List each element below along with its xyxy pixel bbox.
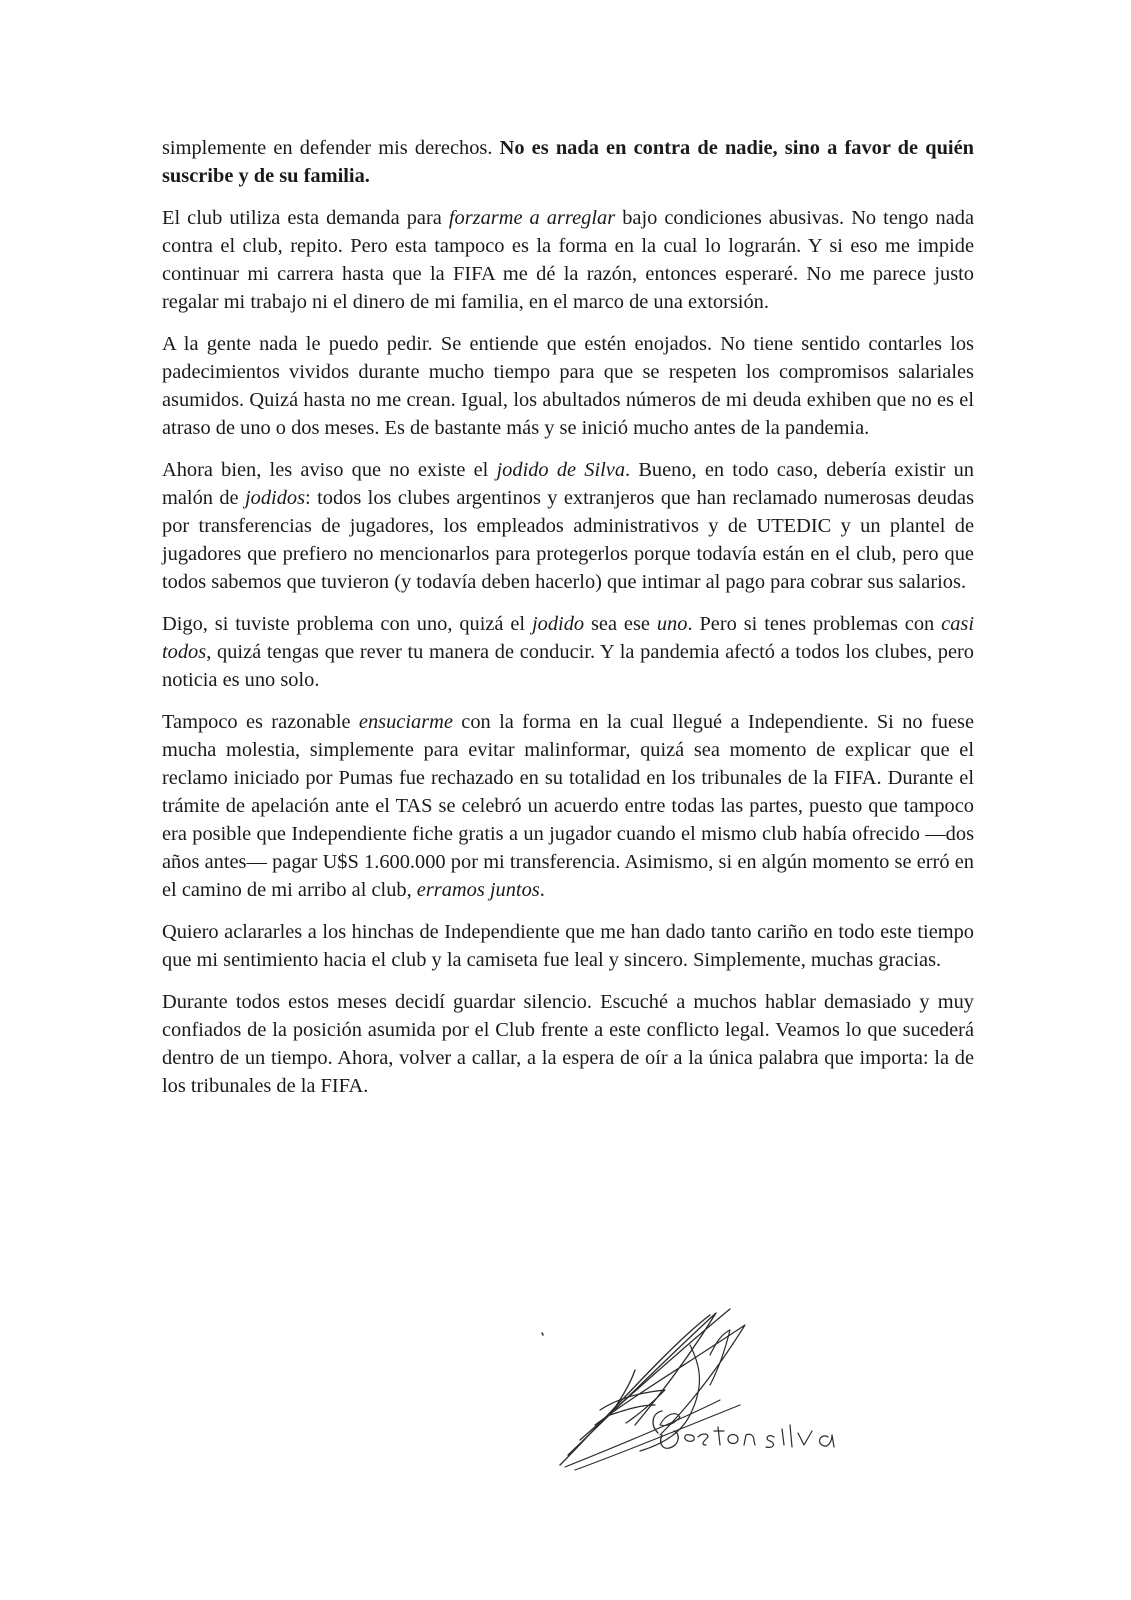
text-run: Quiero aclararles a los hinchas de Independiente que me han dado tanto cariño en todo este tiempo que mi sentimiento hacia el club y la camiseta fue leal y sincero. Simplemente, muchas gracias. [162, 921, 980, 971]
paragraph [162, 610, 980, 694]
text-run: simplemente en defender mis derechos. [162, 137, 500, 159]
handwritten-signature [540, 1305, 860, 1485]
italic-text: casi todos [162, 613, 980, 663]
text-run: Ahora bien, les aviso que no existe el [162, 459, 497, 481]
paragraph [162, 204, 980, 316]
italic-text: jodido de Silva [496, 459, 626, 481]
document-body [162, 134, 980, 1114]
italic-text: ensuciarme [358, 711, 453, 733]
paragraph [162, 918, 980, 974]
paragraph [162, 708, 980, 904]
paragraph [162, 988, 980, 1100]
text-run: Durante todos estos meses decidí guardar silencio. Escuché a muchos hablar demasiado y muy confiados de la posición asumida por el Club frente a este conflicto legal. Veamos lo que sucederá dentro de un tiempo. Ahora, volver a callar, a la espera de oír a la única palabra que importa: la de los tribunales de la FIFA. [162, 991, 980, 1097]
bold-text: No es nada en contra de nadie, sino a favor de quién suscribe y de su familia. [162, 137, 980, 187]
italic-text: erramos juntos [416, 879, 540, 901]
italic-text: forzarme a arreglar [448, 207, 616, 229]
paragraph [162, 134, 980, 190]
text-run: sea ese [584, 613, 657, 635]
italic-text: uno [656, 613, 688, 635]
text-run: El club utiliza esta demanda para [162, 207, 449, 229]
text-run: . Bueno, en todo caso, debería existir un malón de [162, 459, 980, 509]
paragraph [162, 456, 980, 596]
text-run: Digo, si tuviste problema con uno, quizá el [162, 613, 532, 635]
text-run: A la gente nada le puedo pedir. Se entiende que estén enojados. No tiene sentido contarles los padecimientos vividos durante mucho tiempo para que se respeten los compromisos salariales asumidos. Quizá hasta no me crean. Igual, los abultados números de mi deuda exhiben que no es el atraso de uno o dos meses. Es de bastante más y se inició mucho antes de la pandemia. [162, 333, 980, 439]
italic-text: jodidos [245, 487, 306, 509]
paragraph [162, 330, 980, 442]
text-run: , quizá tengas que rever tu manera de conducir. Y la pandemia afectó a todos los clubes, pero noticia es uno solo. [162, 641, 980, 691]
text-run: con la forma en la cual llegué a Independiente. Si no fuese mucha molestia, simplemente para evitar malinformar, quizá sea momento de explicar que el reclamo iniciado por Pumas fue rechazado en su totalidad en los tribunales de la FIFA. Durante el trámite de apelación ante el TAS se celebró un acuerdo entre todas las partes, puesto que tampoco era posible que Independiente fiche gratis a un jugador cuando el mismo club había ofrecido —dos años antes— pagar U$S 1.600.000 por mi transferencia. Asimismo, si en algún momento se erró en el camino de mi arribo al club, [162, 711, 980, 901]
italic-text: jodido [531, 613, 585, 635]
text-run: bajo condiciones abusivas. No tengo nada contra el club, repito. Pero esta tampoco es la forma en la cual lo lograrán. Y si eso me impide continuar mi carrera hasta que la FIFA me dé la razón, entonces esperaré. No me parece justo regalar mi trabajo ni el dinero de mi familia, en el marco de una extorsión. [162, 207, 980, 313]
text-run: Tampoco es razonable [162, 711, 359, 733]
signature-drawing [540, 1305, 860, 1485]
text-run: . Pero si tenes problemas con [687, 613, 942, 635]
text-run: : todos los clubes argentinos y extranjeros que han reclamado numerosas deudas por transferencias de jugadores, los empleados administrativos y de UTEDIC y un plantel de jugadores que prefiero no mencionarlos para protegerlos porque todavía están en el club, pero que todos sabemos que tuvieron (y todavía deben hacerlo) que intimar al pago para cobrar sus salarios. [162, 487, 980, 593]
text-run: . [539, 879, 545, 901]
